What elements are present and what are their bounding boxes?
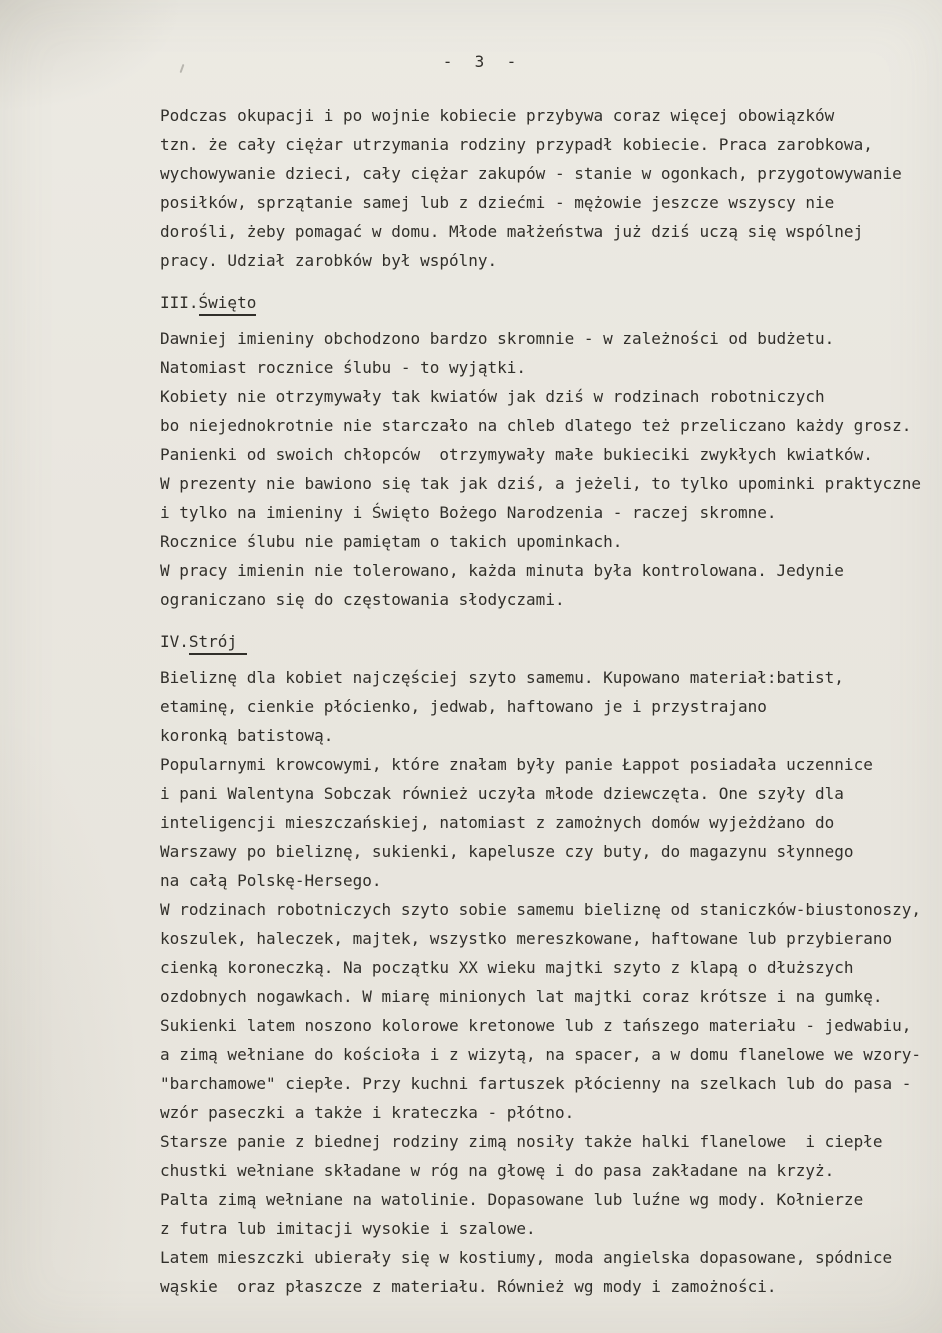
text-line: wąskie oraz płaszcze z materiału. Również wg mody i zamożności. [160,1277,777,1296]
text-line: ograniczano się do częstowania słodyczami. [160,590,565,609]
text-line: Popularnymi krowcowymi, które znałam były panie Łappot posiadała uczennice [160,755,873,774]
text-line: Starsze panie z biednej rodziny zimą nosiły także halki flanelowe i ciepłe [160,1132,883,1151]
page-number: - 3 - [442,52,518,71]
paragraph [160,324,926,614]
text-line: Latem mieszczki ubierały się w kostiumy, moda angielska dopasowane, spódnice [160,1248,893,1267]
text-line: W rodzinach robotniczych szyto sobie samemu bieliznę od staniczków-biustonoszy, [160,900,921,919]
text-line: i pani Walentyna Sobczak również uczyła młode dziewczęta. One szyły dla [160,784,844,803]
heading-prefix: IV. [160,632,189,651]
text-line: wychowywanie dzieci, cały ciężar zakupów - stanie w ogonkach, przygotowywanie [160,164,902,183]
text-line: na całą Polskę-Hersego. [160,871,382,890]
text-line: etaminę, cienkie płócienko, jedwab, haftowano je i przystrajano [160,697,767,716]
text-line: tzn. że cały ciężar utrzymania rodziny przypadł kobiecie. Praca zarobkowa, [160,135,873,154]
text-line: a zimą wełniane do kościoła i z wizytą, na spacer, a w domu flanelowe we wzory- [160,1045,921,1064]
text-line: wzór paseczki a także i krateczka - płótno. [160,1103,575,1122]
text-line: pracy. Udział zarobków był wspólny. [160,251,498,270]
text-line: Kobiety nie otrzymywały tak kwiatów jak dziś w rodzinach robotniczych [160,387,825,406]
text-line: Sukienki latem noszono kolorowe kretonowe lub z tańszego materiału - jedwabiu, [160,1016,912,1035]
text-line: z futra lub imitacji wysokie i szalowe. [160,1219,536,1238]
text-line: koszulek, haleczek, majtek, wszystko mereszkowane, haftowane lub przybierano [160,929,893,948]
text-line: dorośli, żeby pomagać w domu. Młode małżeństwa już dziś uczą się wspólnej [160,222,864,241]
section-heading [160,627,926,656]
text-line: cienką koroneczką. Na początku XX wieku majtki szyto z klapą o dłuższych [160,958,854,977]
text-line: Bieliznę dla kobiet najczęściej szyto samemu. Kupowano materiał:batist, [160,668,844,687]
text-line: Panienki od swoich chłopców otrzymywały małe bukieciki zwykłych kwiatków. [160,445,873,464]
text-line: bo niejednokrotnie nie starczało na chleb dlatego też przeliczano każdy grosz. [160,416,912,435]
text-line: Rocznice ślubu nie pamiętam o takich upominkach. [160,532,623,551]
text-line: "barchamowe" ciepłe. Przy kuchni fartuszek płócienny na szelkach lub do pasa - [160,1074,912,1093]
text-line: chustki wełniane składane w róg na głowę i do pasa zakładane na krzyż. [160,1161,835,1180]
text-line: W prezenty nie bawiono się tak jak dziś, a jeżeli, to tylko upominki praktyczne [160,474,921,493]
text-line: Warszawy po bieliznę, sukienki, kapelusze czy buty, do magazynu słynnego [160,842,854,861]
text-line: inteligencji mieszczańskiej, natomiast z zamożnych domów wyjeżdżano do [160,813,835,832]
heading-title: Święto [199,293,257,316]
text-line: Podczas okupacji i po wojnie kobiecie przybywa coraz więcej obowiązków [160,106,835,125]
text-line: koronką batistową. [160,726,334,745]
section-heading [160,288,926,317]
text-line: Natomiast rocznice ślubu - to wyjątki. [160,358,527,377]
text-line: W pracy imienin nie tolerowano, każda minuta była kontrolowana. Jedynie [160,561,844,580]
paragraph [160,663,926,1301]
heading-title: Strój [189,632,247,655]
text-line: Dawniej imieniny obchodzono bardzo skromnie - w zależności od budżetu. [160,329,835,348]
heading-prefix: III. [160,293,199,312]
text-line: Palta zimą wełniane na watolinie. Dopasowane lub luźne wg mody. Kołnierze [160,1190,864,1209]
paragraph [160,101,926,275]
text-line: i tylko na imieniny i Święto Bożego Narodzenia - raczej skromne. [160,503,777,522]
document-body [160,101,926,1314]
text-line: posiłków, sprzątanie samej lub z dziećmi - mężowie jeszcze wszyscy nie [160,193,835,212]
text-line: ozdobnych nogawkach. W miarę minionych lat majtki coraz krótsze i na gumkę. [160,987,883,1006]
